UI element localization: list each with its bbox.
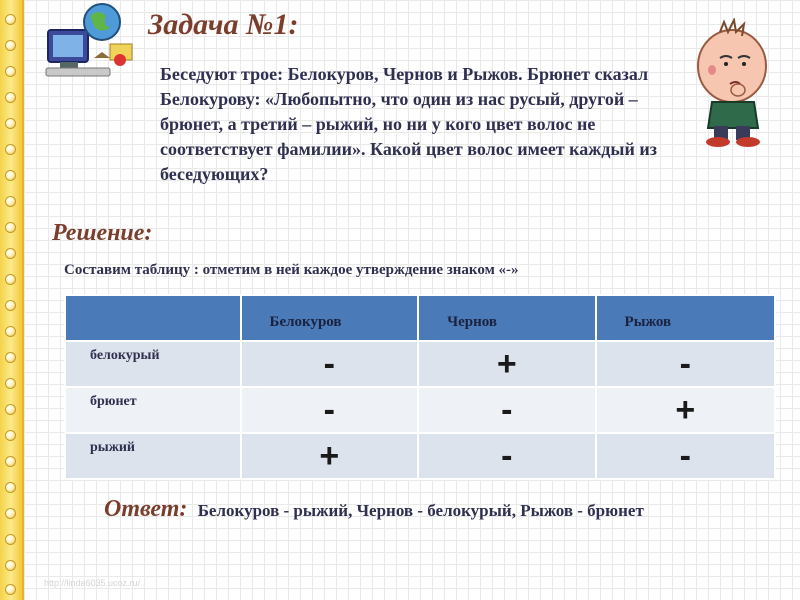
binding-ring [5, 144, 16, 155]
cell-mark: - [596, 341, 775, 387]
watermark: http://linda6035.ucoz.ru/ [44, 578, 141, 588]
binding-ring [5, 326, 16, 337]
binding-ring [5, 404, 16, 415]
row-label: брюнет [65, 387, 241, 433]
row-label: белокурый [65, 341, 241, 387]
binding-ring [5, 196, 16, 207]
cell-mark: - [241, 387, 419, 433]
binding-ring [5, 584, 16, 595]
answer-line [104, 496, 644, 523]
cell-mark: - [241, 341, 419, 387]
table-row [65, 341, 775, 387]
binding-ring [5, 248, 16, 259]
answer-label: Ответ: [104, 496, 188, 522]
cell-mark: + [596, 387, 775, 433]
logic-table [64, 294, 776, 480]
binding-ring [5, 40, 16, 51]
cell-mark: - [418, 387, 595, 433]
binding-ring [5, 14, 16, 25]
binding-ring [5, 92, 16, 103]
column-header: Рыжов [596, 295, 775, 341]
binding-ring [5, 352, 16, 363]
table-row [65, 387, 775, 433]
binding-ring [5, 274, 16, 285]
table-row [65, 433, 775, 479]
binding-ring [5, 560, 16, 571]
cell-mark: - [596, 433, 775, 479]
binding-ring [5, 66, 16, 77]
binding-ring [5, 482, 16, 493]
computer-globe-icon [40, 0, 140, 80]
binding-ring [5, 118, 16, 129]
notebook-binding [0, 0, 24, 600]
page-title: Задача №1: [148, 8, 299, 41]
row-label: рыжий [65, 433, 241, 479]
column-header: Белокуров [241, 295, 419, 341]
binding-ring [5, 378, 16, 389]
problem-statement: Беседуют трое: Белокуров, Чернов и Рыжов. Брюнет сказал Белокурову: «Любопытно, что один из нас русый, другой – брюнет, а третий – рыжий, но ни у кого цвет волос не соответствует фамилии». Какой цвет волос имеет каждый из беседующих? [160, 64, 657, 184]
binding-ring [5, 170, 16, 181]
binding-ring [5, 456, 16, 467]
cell-mark: - [418, 433, 595, 479]
binding-ring [5, 222, 16, 233]
answer-text: Белокуров - рыжий, Чернов - белокурый, Рыжов - брюнет [197, 501, 644, 520]
binding-ring [5, 508, 16, 519]
header-corner [65, 295, 241, 341]
cell-mark: + [241, 433, 419, 479]
solution-heading: Решение: [52, 220, 153, 246]
binding-ring [5, 534, 16, 545]
binding-ring [5, 300, 16, 311]
instruction-text: Составим таблицу : отметим в ней каждое утверждение знаком «-» [64, 262, 519, 278]
column-header: Чернов [418, 295, 595, 341]
cell-mark: + [418, 341, 595, 387]
binding-ring [5, 430, 16, 441]
table-header-row [65, 295, 775, 341]
thinking-boy-icon [690, 18, 774, 148]
